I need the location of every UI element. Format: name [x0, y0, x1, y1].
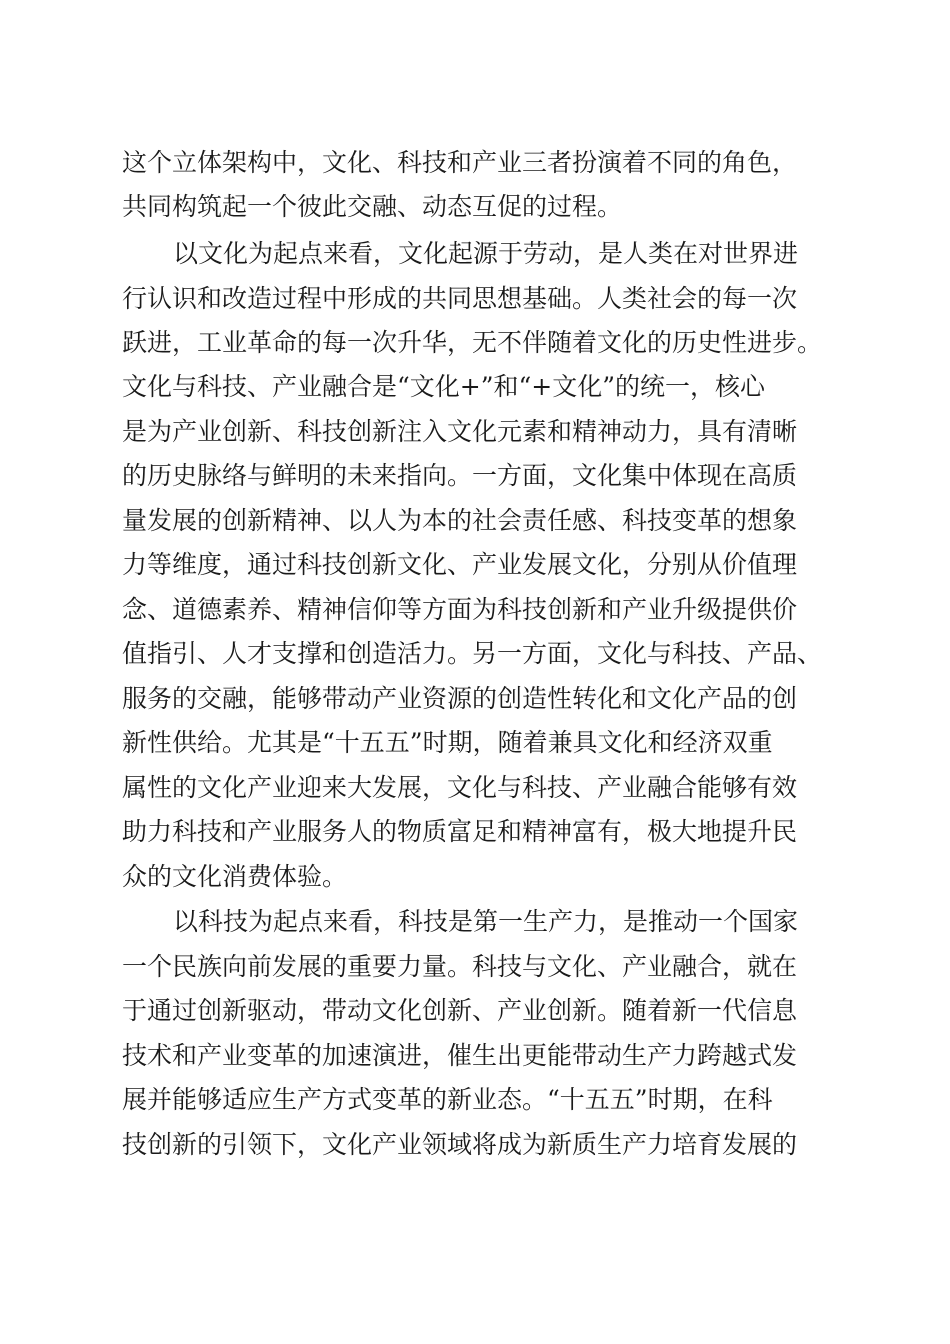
- text-line: 力等维度，通过科技创新文化、产业发展文化，分别从价值理: [122, 550, 798, 579]
- text-line: 属性的文化产业迎来大发展，文化与科技、产业融合能够有效: [122, 773, 798, 802]
- text-line: 展并能够适应生产方式变革的新业态。“十五五”时期，在科: [122, 1085, 773, 1114]
- text-line: 行认识和改造过程中形成的共同思想基础。人类社会的每一次: [122, 284, 798, 313]
- text-line: 跃进，工业革命的每一次升华，无不伴随着文化的历史性进步。: [122, 328, 823, 357]
- text-line: 技创新的引领下，文化产业领域将成为新质生产力培育发展的: [122, 1130, 798, 1159]
- paragraph-first-line: 以文化为起点来看，文化起源于劳动，是人类在对世界进: [173, 239, 799, 268]
- text-line: 值指引、人才支撑和创造活力。另一方面，文化与科技、产品、: [122, 639, 823, 668]
- text-line: 一个民族向前发展的重要力量。科技与文化、产业融合，就在: [122, 952, 798, 981]
- text-line: 念、道德素养、精神信仰等方面为科技创新和产业升级提供价: [122, 595, 798, 624]
- text-line: 文化与科技、产业融合是“文化+”和“+文化”的统一，核心: [122, 372, 766, 401]
- text-line: 的历史脉络与鲜明的未来指向。一方面，文化集中体现在高质: [122, 461, 798, 490]
- text-line: 量发展的创新精神、以人为本的社会责任感、科技变革的想象: [122, 506, 798, 535]
- text-line: 技术和产业变革的加速演进，催生出更能带动生产力跨越式发: [122, 1041, 798, 1070]
- text-line: 新性供给。尤其是“十五五”时期，随着兼具文化和经济双重: [122, 728, 773, 757]
- text-line: 是为产业创新、科技创新注入文化元素和精神动力，具有清晰: [122, 417, 798, 446]
- text-line: 助力科技和产业服务人的物质富足和精神富有，极大地提升民: [122, 817, 798, 846]
- paragraph-first-line: 以科技为起点来看，科技是第一生产力，是推动一个国家: [173, 907, 799, 936]
- text-line: 众的文化消费体验。: [122, 862, 348, 891]
- text-line: 共同构筑起一个彼此交融、动态互促的过程。: [122, 192, 623, 221]
- text-line: 于通过创新驱动，带动文化创新、产业创新。随着新一代信息: [122, 996, 798, 1025]
- text-line: 服务的交融，能够带动产业资源的创造性转化和文化产品的创: [122, 684, 798, 713]
- text-line: 这个立体架构中，文化、科技和产业三者扮演着不同的角色，: [122, 148, 798, 177]
